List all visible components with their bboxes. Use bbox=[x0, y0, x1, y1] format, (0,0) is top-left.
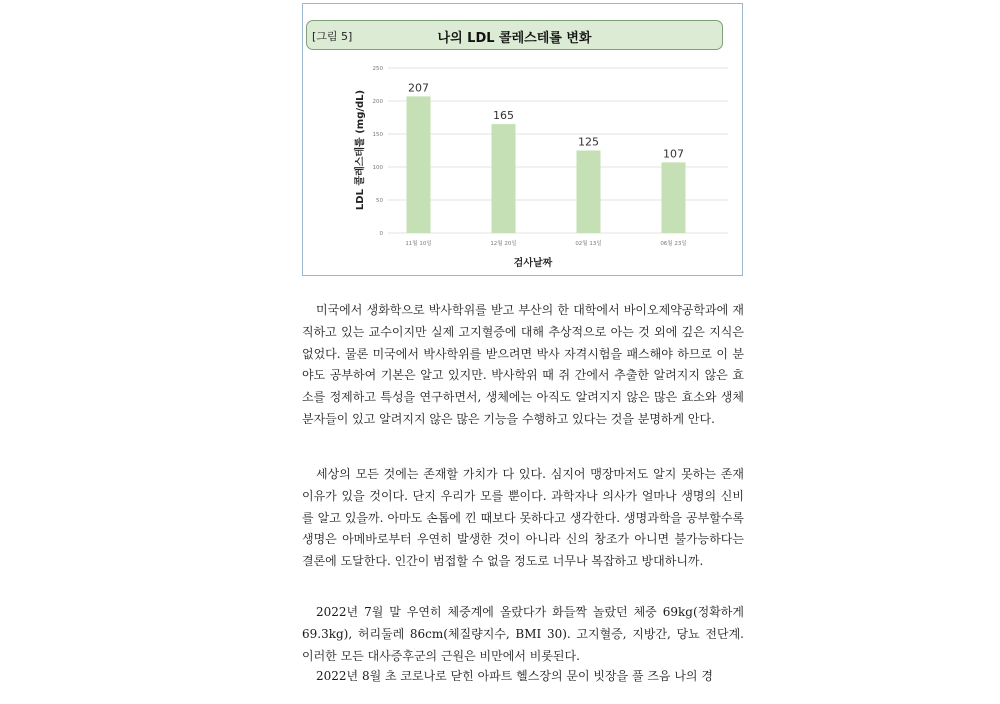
figure-label: [그림 5] bbox=[312, 30, 353, 43]
bar bbox=[662, 162, 686, 233]
bar bbox=[492, 124, 516, 233]
data-label: 207 bbox=[408, 81, 429, 95]
y-tick-label: 250 bbox=[372, 66, 383, 72]
bar bbox=[577, 151, 601, 234]
y-tick-label: 50 bbox=[376, 198, 383, 204]
chart-title: 나의 LDL 콜레스테롤 변화 bbox=[437, 31, 592, 46]
x-tick-label: 02월 13일 bbox=[575, 241, 602, 247]
data-label: 125 bbox=[578, 135, 599, 149]
paragraph-3: 2022년 7월 말 우연히 체중계에 올랐다가 화들짝 놀랐던 체중 69kg(정확하게 69.3kg), 허리둘레 86cm(체질량지수, BMI 30). 고지혈증, 지방간, 당뇨 전단계. 이러한 모든 대사증후군의 근원은 비만에서 비롯된다. bbox=[302, 605, 744, 663]
x-axis-title: 검사날짜 bbox=[513, 258, 553, 269]
y-tick-label: 100 bbox=[372, 165, 383, 171]
y-tick-label: 200 bbox=[372, 99, 383, 105]
x-tick-label: 11월 10일 bbox=[405, 241, 432, 247]
data-label: 107 bbox=[663, 147, 684, 161]
ldl-bar-chart bbox=[303, 4, 744, 277]
y-axis-title: LDL 콜레스테롤 (mg/dL) bbox=[355, 89, 366, 211]
chart-figure bbox=[302, 3, 743, 276]
paragraph-2: 세상의 모든 것에는 존재할 가치가 다 있다. 심지어 맹장마저도 알지 못하는 존재 이유가 있을 것이다. 단지 우리가 모를 뿐이다. 과학자나 의사가 얼마나 생명의 신비를 알고 있을까. 아마도 손톱에 낀 때보다 못하다고 생각한다. 생명과학을 공부할수록 생명은 아메바로부터 우연히 발생한 것이 아니라 신의 창조가 아니면 불가능하다는 결론에 도달한다. 인간이 범접할 수 없을 정도로 너무나 복잡하고 방대하니까. bbox=[302, 467, 744, 569]
y-tick-label: 0 bbox=[379, 231, 383, 237]
paragraph-4: 2022년 8월 초 코로나로 닫힌 아파트 헬스장의 문이 빗장을 풀 즈음 나의 경 bbox=[316, 669, 713, 683]
x-tick-label: 06월 23일 bbox=[660, 241, 687, 247]
paragraph-1: 미국에서 생화학으로 박사학위를 받고 부산의 한 대학에서 바이오제약공학과에 재직하고 있는 교수이지만 실제 고지혈증에 대해 추상적으로 아는 것 외에 깊은 지식은 없었다. 물론 미국에서 박사학위를 받으려면 박사 자격시험을 패스해야 하므로 이 분야도 공부하여 기본은 알고 있지만. 박사학위 때 쥐 간에서 추출한 알려지지 않은 효소를 정제하고 특성을 연구하면서, 생체에는 아직도 알려지지 않은 많은 효소와 생체분자들이 있고 알려지지 않은 많은 기능을 수행하고 있다는 것을 분명하게 안다. bbox=[302, 303, 744, 426]
bar bbox=[407, 96, 431, 233]
x-tick-label: 12월 20일 bbox=[490, 241, 517, 247]
data-label: 165 bbox=[493, 109, 514, 123]
y-tick-label: 150 bbox=[372, 132, 383, 138]
